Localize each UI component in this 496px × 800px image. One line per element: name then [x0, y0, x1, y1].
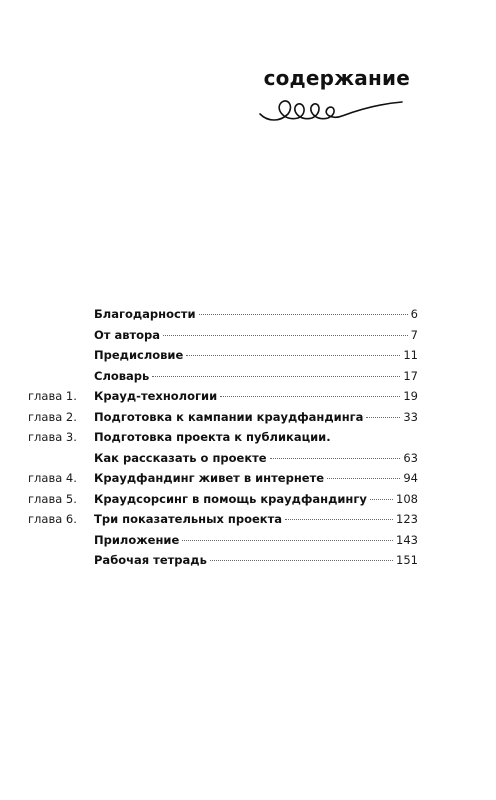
toc-entry[interactable] [28, 366, 418, 387]
page-number: 108 [396, 491, 418, 506]
toc-entry[interactable] [28, 304, 418, 325]
entry-title: Подготовка проекта к публикации. [94, 430, 331, 444]
entry-title: Подготовка к кампании краудфандинга [94, 409, 364, 424]
dot-leader [186, 355, 400, 356]
dot-leader [327, 478, 400, 479]
dot-leader [366, 417, 400, 418]
page-number: 6 [410, 307, 418, 321]
entry-title: От автора [94, 327, 161, 342]
entry-title: Приложение [94, 532, 180, 547]
entry-title: Краудсорсинг в помощь краудфандингу [94, 491, 367, 506]
page-number: 94 [403, 471, 418, 485]
chapter-label: глава 1. [28, 389, 77, 403]
chapter-label: глава 6. [28, 512, 77, 526]
toc-entry[interactable] [28, 530, 418, 551]
table-of-contents [28, 304, 418, 571]
dot-leader [182, 540, 393, 541]
flourish-ornament-icon [258, 92, 404, 128]
dot-leader [270, 458, 401, 459]
toc-entry[interactable] [28, 345, 418, 366]
page-number: 17 [403, 368, 418, 383]
entry-title: Словарь [94, 368, 150, 383]
chapter-label: глава 2. [28, 409, 77, 424]
dot-leader [199, 314, 408, 315]
toc-entry[interactable] [28, 386, 418, 407]
page-number: 11 [403, 348, 418, 362]
page-number: 19 [403, 389, 418, 403]
page-number: 63 [403, 450, 418, 465]
page-number: 151 [396, 553, 418, 567]
toc-entry[interactable] [28, 550, 418, 571]
toc-entry[interactable] [28, 468, 418, 489]
chapter-label: глава 5. [28, 491, 77, 506]
page-title: содержание [263, 66, 410, 90]
entry-title: Рабочая тетрадь [94, 553, 207, 567]
dot-leader [285, 519, 393, 520]
dot-leader [163, 335, 408, 336]
page-number: 33 [403, 409, 418, 424]
entry-title: Крауд-технологии [94, 389, 218, 403]
toc-entry[interactable] [28, 489, 418, 510]
toc-entry[interactable] [28, 325, 418, 346]
entry-title: Как рассказать о проекте [94, 450, 267, 465]
entry-title: Предисловие [94, 348, 184, 362]
dot-leader [370, 499, 393, 500]
dot-leader [210, 560, 393, 561]
dot-leader [220, 396, 400, 397]
chapter-label: глава 4. [28, 471, 77, 485]
page-number: 7 [410, 327, 418, 342]
entry-title: Благодарности [94, 307, 196, 321]
entry-title: Три показательных проекта [94, 512, 283, 526]
entry-title: Краудфандинг живет в интернете [94, 471, 325, 485]
dot-leader [152, 376, 400, 377]
page-number: 123 [396, 512, 418, 526]
toc-entry[interactable] [28, 509, 418, 530]
toc-entry[interactable] [28, 448, 418, 469]
chapter-label: глава 3. [28, 430, 77, 444]
toc-entry[interactable] [28, 407, 418, 428]
toc-entry[interactable] [28, 427, 418, 448]
page-number: 143 [396, 532, 418, 547]
